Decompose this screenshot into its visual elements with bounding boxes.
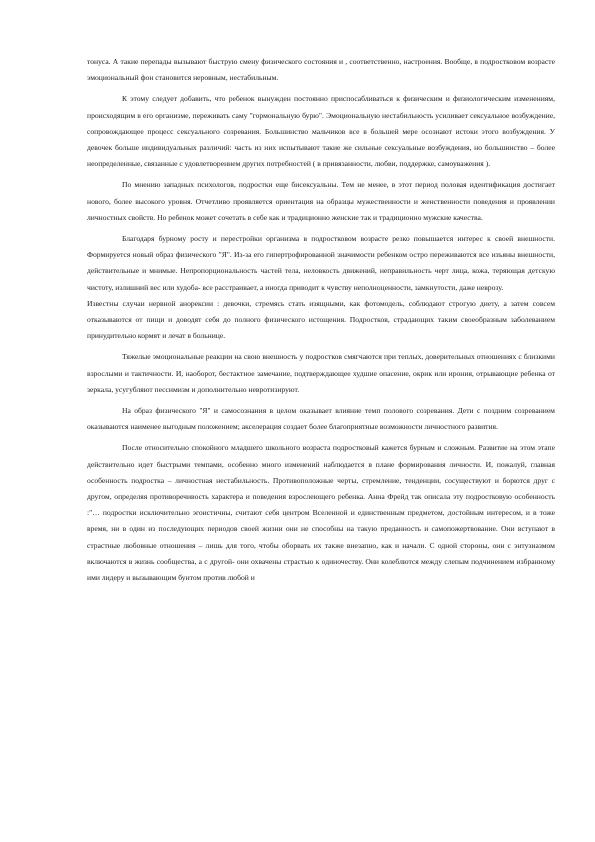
paragraph-6: Тяжелые эмоциональные реакции на свою внешность у подростков смягчаются при теплых, доверительных отношениях с близкими взрослыми и тактичности. И, наоборот, бестактное замечание, подтверждающее худшие опасение, окрик или ирония, отрывающие ребенка от зеркала, усугубляют пессимизм и дополнительно невротизируют. (87, 352, 555, 394)
paragraph-7: На образ физического "Я" и самосознания в целом оказывает влияние темп полового созревания. Дети с поздним созреванием оказываются наименее выгодным положением; акселерация создает более благоприятные возможности личностного развития. (87, 406, 555, 432)
paragraph-3: По мнению западных психологов, подростки еще бисексуальны. Тем не менее, в этот период половая идентификация достигает нового, более высокого уровня. Отчетливо проявляется ориентация на образцы мужественности и женственности поведения и проявлении личностных свойств. Но ребенок может сочетать в себе как и традиционно женские так и традиционно мужские качества. (87, 180, 555, 222)
paragraph-4: Благодаря бурному росту и перестройки организма в подростковом возрасте резко повышается интерес к своей внешности. Формируется новый образ физического "Я". Из-за его гипертрофированной значимости ребенком остро переживаются все изъяны внешности, действительные и мнимые. Непропорциональность частей тела, неловкость движений, неправильность черт лица, кожа, теряющая детскую чистоту, излишний вес или худоба- все расстраивает, а иногда приводит к чувству неполноценности, замкнутости, даже неврозу. (87, 234, 555, 292)
paragraph-8: После относительно спокойного младшего школьного возраста подростковый кажется бурным и сложным. Развитие на этом этапе действительно идет быстрыми темпами, особенно много изменений наблюдается в плане формирования личности. И, пожалуй, главная особенность подростка – личностная нестабильность. Противоположные черты, стремление, тенденции, сосуществуют и борются друг с другом, определяя противоречивость характера и поведения взрослеющего ребенка. Анна Фрейд так описала эту подростковую особенность :"… подростки исключительно эгоистичны, считают себя центром Вселенной и единственным предметом, достойным интересом, и в тоже время, ни в один из последующих периодов своей жизни они не способны на такую преданность и самопожертвование. Они вступают в страстные любовные отношения – лишь для того, чтобы оборвать их также внезапно, как и начали. С одной стороны, они с энтузиазмом включаются в жизнь сообщества, а с другой- они охвачены страстью к одиночеству. Они колеблются между слепым подчинением избранному ими лидеру и вызывающим бунтом против любой и (87, 443, 555, 583)
document-page (87, 54, 555, 586)
paragraph-1: тонуса. А такие перепады вызывают быструю смену физического состояния и , соответственно, настроения. Вообще, в подростковом возрасте эмоциональный фон становится неровным, нестабильным. (87, 57, 555, 83)
paragraph-2: К этому следует добавить, что ребенок вынужден постоянно приспосабливаться к физическим и физиологическим изменениям, происходящим в его организме, переживать саму "гормональную бурю". Эмоциональную нестабильность усиливает сексуальное возбуждение, сопровождающее процесс сексуального созревания. Большинство мальчиков все в большей мере осознают истоки этого возбуждения. У девочек больше индивидуальных различий: часть из них испытывают такие же сильные сексуальные возбуждения, но большинство – более неопределенные, связанные с удовлетворением других потребностей ( в привязанности, любви, поддержке, самоуважения ). (87, 94, 555, 169)
paragraph-5: Известны случаи нервной анорексии : девочки, стремясь стать изящными, как фотомодель, соблюдают строгую диету, а затем совсем отказываются от пищи и доводят себя до полного физического истощения. Подростков, страдающих таким своеобразным заболеванием принудительно кормят и лечат в больнице. (87, 298, 555, 341)
